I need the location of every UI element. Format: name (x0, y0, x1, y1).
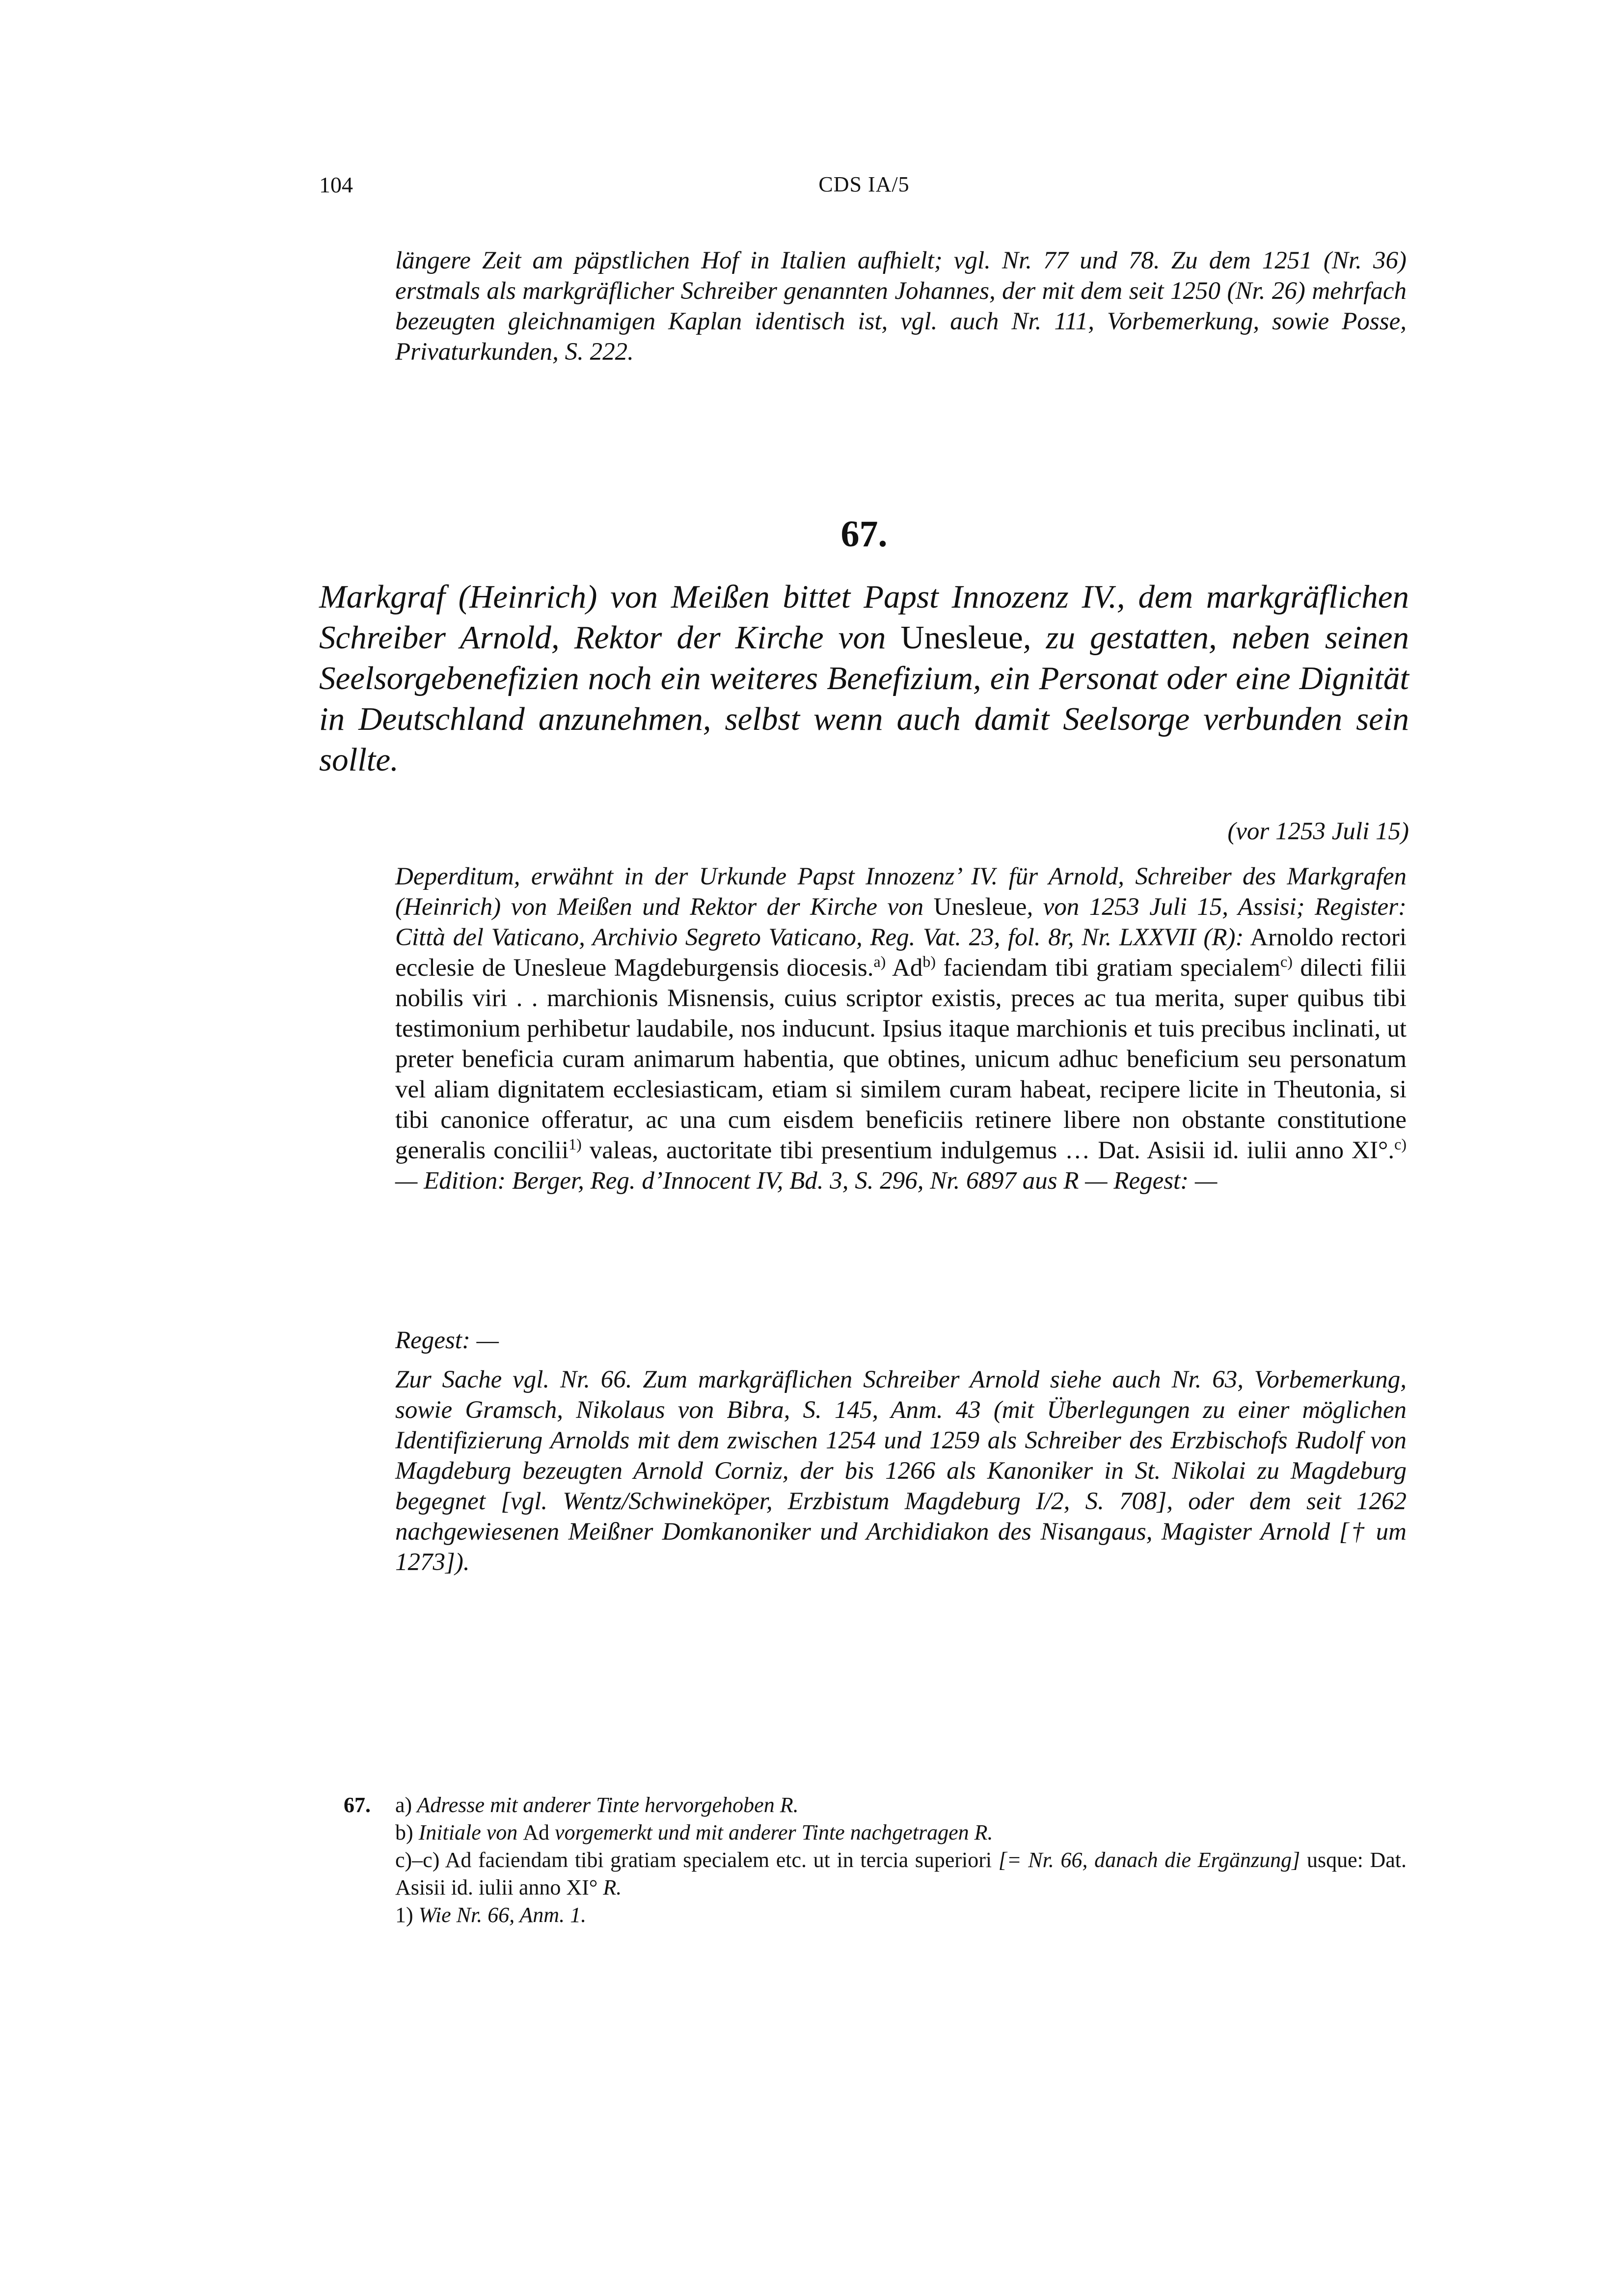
footnote-list (395, 1791, 1407, 1929)
running-header (319, 172, 1409, 206)
footnote-a (395, 1791, 1407, 1819)
footnote-a-marker: a) (395, 1793, 412, 1817)
footnote-c (395, 1846, 1407, 1901)
document-number: 67. (840, 513, 888, 555)
latin-text-3: faciendam tibi gratiam specialem (936, 954, 1281, 982)
footnote-a-text: Adresse mit anderer Tinte hervorgehoben R. (412, 1793, 799, 1817)
footnote-1-text: Wie Nr. 66, Anm. 1. (413, 1903, 587, 1927)
footnote-b-text-1: Initiale von (413, 1820, 523, 1844)
regest-text-2: , zu gestatten, neben seinen Seelsorgebenefizien noch ein weiteres Benefizium, ein Personat oder eine Dignität in Deutschland anzunehmen, selbst wenn auch damit Seelsorge verbunden sein sollte. (319, 619, 1409, 778)
deperditum-lead-a: Deperditum, erwähnt in der Urkunde Papst Innozenz’ IV. für Arnold, Schreiber des Markgrafen (Heinrich) von Meißen und Rektor der Kirche von (395, 863, 1407, 921)
footnote-c-note: [= Nr. 66, danach die Ergänzung] (998, 1848, 1300, 1872)
footnote-1 (395, 1901, 1407, 1929)
footnote-b (395, 1819, 1407, 1846)
footnote-ref-c: c) (1280, 953, 1293, 970)
commentary-text: Zur Sache vgl. Nr. 66. Zum markgräflichen Schreiber Arnold siehe auch Nr. 63, Vorbemerkung, sowie Gramsch, Nikolaus von Bibra, S. 145, Anm. 43 (mit Überlegungen zu einer möglichen Identifizierung Arnolds mit dem zwischen 1254 und 1259 als Schreiber des Erzbischofs Rudolf von Magdeburg bezeugten Arnold Corniz, der bis 1266 als Kanoniker in St. Nikolai zu Magdeburg begegnet [vgl. Wentz/Schwineköper, Erzbistum Magdeburg I/2, S. 708], oder dem seit 1262 nachgewiesenen Meißner Domkanoniker und Archidiakon des Nisangaus, Magister Arnold [† um 1273]). (395, 1366, 1407, 1576)
footnote-b-word: Ad (523, 1820, 550, 1844)
latin-text-1: Arnoldo rectori ecclesie de Unesleue Magdeburgensis diocesis. (395, 924, 1407, 982)
regest-text-1: Markgraf (Heinrich) von Meißen bittet Papst Innozenz IV., dem markgräflichen Schreiber Arnold, Rektor der Kirche von (319, 579, 1409, 656)
latin-text-5: valeas, auctoritate tibi presentium indulgemus … Dat. Asisii id. iulii anno XI°. (581, 1137, 1395, 1164)
footnote-c-latin-1: Ad faciendam tibi gratiam specialem etc. ut in tercia superiori (439, 1848, 999, 1872)
footnote-ref-b: b) (922, 953, 936, 970)
footnote-b-marker: b) (395, 1820, 413, 1844)
footnote-c-latin-2: usque: Dat. Asisii id. iulii anno XI° (395, 1848, 1407, 1899)
footnote-b-text-2: vorgemerkt und mit anderer Tinte nachgetragen R. (549, 1820, 993, 1844)
footnotes-document-number: 67. (344, 1793, 371, 1817)
footnote-ref-1: 1) (568, 1135, 582, 1153)
latin-text-2: Ad (886, 954, 923, 982)
footnote-ref-a: a) (873, 953, 886, 970)
footnote-c-end: R. (603, 1875, 622, 1899)
document-date: (vor 1253 Juli 15) (1227, 818, 1409, 845)
regest-heading (319, 577, 1409, 780)
footnote-ref-c-end: c) (1394, 1135, 1407, 1153)
edition-tail: — Edition: Berger, Reg. d’Innocent IV, Bd. 3, S. 296, Nr. 6897 aus R — Regest: — (395, 1167, 1218, 1195)
latin-text-4: dilecti filii nobilis viri . . marchionis Misnensis, cuius scriptor existis, preces ac tua merita, super quibus tibi testimonium perhibetur laudabile, nos inducunt. Ipsius itaque marchionis et tuis precibus inclinati, ut preter beneficia curam animarum habentia, que obtines, unicum adhuc beneficium seu personatum vel aliam dignitatem ecclesiasticam, etiam si similem curam habeat, recipere licite in Theutonia, si tibi canonice offeratur, ac una cum eisdem beneficiis retinere libere non obstante constitutione generalis concilii (395, 954, 1407, 1164)
deperditum-lead-b: , von 1253 Juli 15, Assisi; Register: Città del Vaticano, Archivio Segreto Vaticano, Reg. Vat. 23, fol. 8r, Nr. LXXVII (R): (395, 893, 1407, 951)
regest-line: Regest: — (395, 1327, 499, 1354)
intro-note-text: längere Zeit am päpstlichen Hof in Italien aufhielt; vgl. Nr. 77 und 78. Zu dem 1251 (Nr. 36) erstmals als markgräflicher Schreiber genannten Johannes, der mit dem seit 1250 (Nr. 26) mehrfach bezeugten gleichnamigen Kaplan identisch ist, vgl. auch Nr. 111, Vorbemerkung, sowie Posse, Privaturkunden, S. 222. (395, 247, 1407, 366)
regest-place: Unesleue (900, 619, 1023, 656)
running-title: CDS IA/5 (818, 172, 910, 196)
deperditum-paragraph (395, 861, 1407, 1196)
commentary-paragraph (395, 1364, 1407, 1577)
deperditum-place: Unesleue (933, 893, 1027, 921)
page-number: 104 (319, 172, 353, 197)
footnote-1-marker: 1) (395, 1903, 413, 1927)
intro-note (395, 245, 1407, 367)
footnote-c-marker: c)–c) (395, 1848, 440, 1872)
